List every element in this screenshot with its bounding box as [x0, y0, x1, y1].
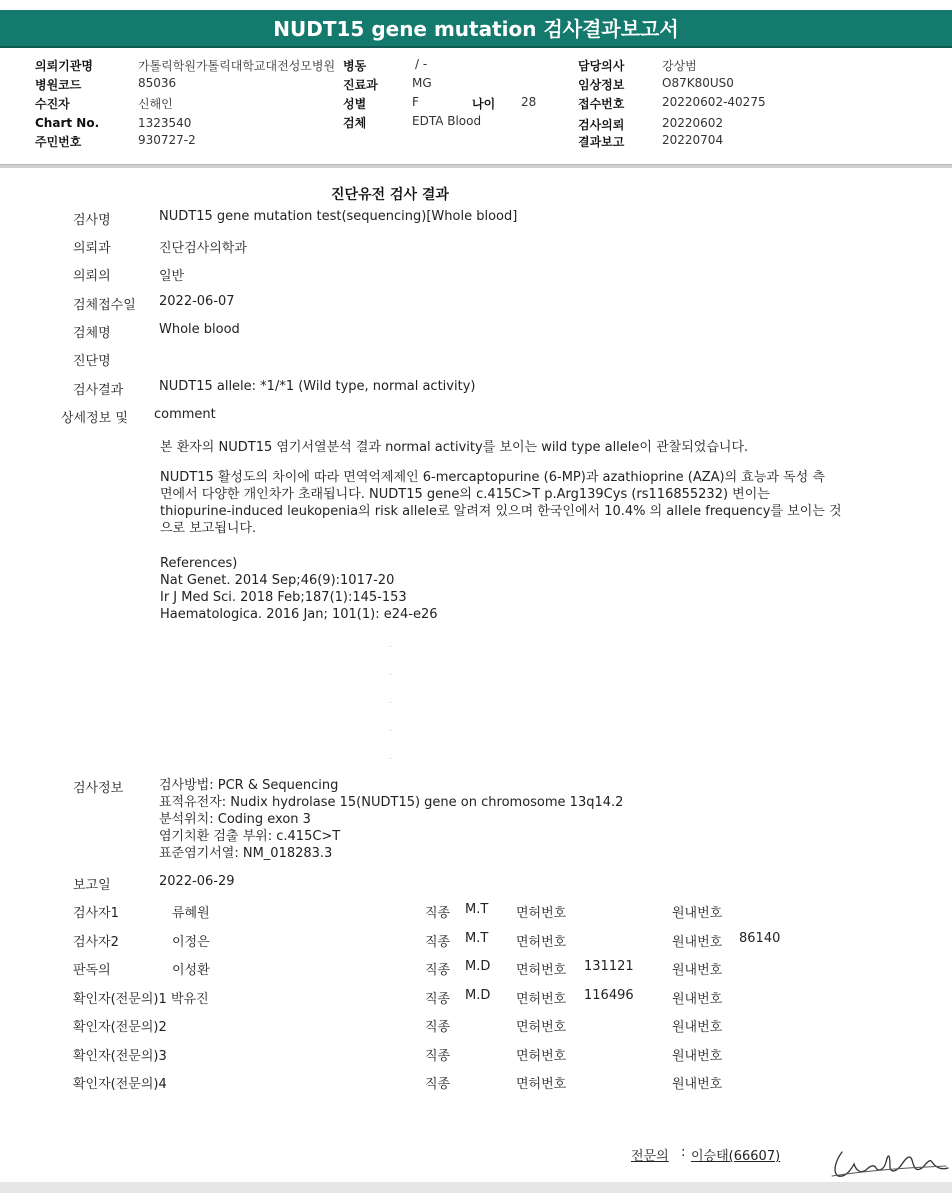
report-date-value: 2022-06-29 — [159, 874, 235, 889]
staff-job-label: 직종 — [425, 906, 451, 921]
staff-job: M.T — [465, 931, 489, 946]
sex-value: F — [412, 95, 419, 109]
staff-job-label: 직종 — [425, 992, 451, 1007]
method-line2: 표적유전자: Nudix hydrolase 15(NUDT15) gene on chromosome 13q14.2 — [159, 795, 624, 810]
diagnosis-label: 진단명 — [73, 354, 111, 369]
staff-license-label: 면허번호 — [516, 992, 567, 1007]
clinical-info-label: 임상정보 — [578, 78, 625, 92]
staff-role: 확인자(전문의)2 — [73, 1020, 167, 1035]
test-name-value: NUDT15 gene mutation test(sequencing)[Whole blood] — [159, 209, 518, 224]
staff-name: 박유진 — [171, 992, 209, 1007]
staff-job: M.D — [465, 988, 491, 1003]
result-date-value: 20220704 — [662, 133, 724, 147]
staff-role: 확인자(전문의)4 — [73, 1077, 167, 1092]
staff-job-label: 직종 — [425, 1077, 451, 1092]
clinical-info-value: O87K80US0 — [662, 76, 734, 90]
department-label: 진료과 — [343, 78, 378, 92]
method-line4: 염기치환 검출 부위: c.415C>T — [159, 829, 341, 844]
staff-no-label: 원내번호 — [672, 906, 723, 921]
hospital-code-value: 85036 — [138, 76, 177, 90]
staff-no-label: 원내번호 — [672, 1049, 723, 1064]
specialist-label: 전문의 — [631, 1149, 669, 1164]
header-divider — [0, 164, 952, 168]
age-label: 나이 — [472, 97, 496, 111]
reference-2: Ir J Med Sci. 2018 Feb;187(1):145-153 — [160, 590, 407, 605]
staff-no: 86140 — [739, 931, 781, 946]
result-label: 검사결과 — [73, 383, 124, 398]
blank-dot — [390, 758, 391, 759]
staff-license: 116496 — [584, 988, 634, 1003]
comment-p2-line3: thiopurine-induced leukopenia의 risk allele로 알려져 있으며 한국인에서 10.4% 의 allele frequency를 보이는 것 — [160, 504, 842, 519]
detail-label: 상세정보 및 — [61, 411, 128, 426]
req-doctor-value: 일반 — [159, 269, 185, 284]
references — [160, 555, 438, 623]
comment-p2-line2: 면에서 다양한 개인차가 초래됩니다. NUDT15 gene의 c.415C>T p.Arg139Cys (rs116855232) 변이는 — [160, 487, 770, 502]
handwritten-signature — [828, 1138, 950, 1182]
references-title: References) — [160, 556, 238, 571]
request-date-label: 검사의뢰 — [578, 118, 625, 132]
result-date-label: 결과보고 — [578, 135, 625, 149]
ward-label: 병동 — [343, 59, 367, 73]
staff-no-label: 원내번호 — [672, 1077, 723, 1092]
staff-license-label: 면허번호 — [516, 963, 567, 978]
detail-label-comment: comment — [154, 407, 216, 422]
staff-license-label: 면허번호 — [516, 906, 567, 921]
staff-job-label: 직종 — [425, 1020, 451, 1035]
resident-no-label: 주민번호 — [35, 135, 82, 149]
comment-paragraph — [160, 469, 842, 537]
test-name-label: 검사명 — [73, 213, 111, 228]
chart-no-value: 1323540 — [138, 116, 192, 130]
institution-value: 가톨릭학원가톨릭대학교대전성모병원 — [138, 59, 336, 73]
method-line5: 표준염기서열: NM_018283.3 — [159, 846, 333, 861]
staff-name: 류혜원 — [172, 906, 210, 921]
resident-no-value: 930727-2 — [138, 133, 196, 147]
request-date-value: 20220602 — [662, 116, 724, 130]
recv-date-label: 검체접수일 — [73, 298, 136, 313]
staff-job: M.T — [465, 902, 489, 917]
recv-date-value: 2022-06-07 — [159, 294, 235, 309]
staff-license-label: 면허번호 — [516, 1077, 567, 1092]
staff-license-label: 면허번호 — [516, 1049, 567, 1064]
staff-job-label: 직종 — [425, 1049, 451, 1064]
specimen-name-label: 검체명 — [73, 326, 111, 341]
comment-p2-line1: NUDT15 활성도의 차이에 따라 면역억제제인 6-mercaptopurine (6-MP)과 azathioprine (AZA)의 효능과 독성 측 — [160, 470, 825, 485]
blank-dot — [390, 646, 391, 647]
method-line3: 분석위치: Coding exon 3 — [159, 812, 311, 827]
blank-dot — [390, 702, 391, 703]
specimen-name-value: Whole blood — [159, 322, 240, 337]
report-date-label: 보고일 — [73, 878, 111, 893]
method-line1: 검사방법: PCR & Sequencing — [159, 778, 339, 793]
staff-role: 검사자1 — [73, 906, 119, 921]
specialist-separator: : — [681, 1145, 686, 1160]
staff-no-label: 원내번호 — [672, 992, 723, 1007]
staff-role: 판독의 — [73, 963, 111, 978]
specimen-label: 검체 — [343, 116, 367, 130]
blank-dot — [390, 674, 391, 675]
staff-no-label: 원내번호 — [672, 935, 723, 950]
blank-dot — [390, 730, 391, 731]
receipt-no-value: 20220602-40275 — [662, 95, 766, 109]
comment-p2-line4: 으로 보고됩니다. — [160, 521, 257, 536]
staff-job: M.D — [465, 959, 491, 974]
doctor-label: 담당의사 — [578, 59, 625, 73]
staff-no-label: 원내번호 — [672, 963, 723, 978]
ward-value: / - — [415, 57, 428, 71]
patient-label: 수진자 — [35, 97, 70, 111]
req-dept-value: 진단검사의학과 — [159, 241, 247, 256]
institution-label: 의뢰기관명 — [35, 59, 93, 73]
staff-license: 131121 — [584, 959, 634, 974]
staff-role: 검사자2 — [73, 935, 119, 950]
patient-value: 신해인 — [138, 97, 173, 111]
method-block — [159, 777, 623, 862]
staff-role: 확인자(전문의)1 — [73, 992, 167, 1007]
section-title: 진단유전 검사 결과 — [331, 187, 449, 203]
req-doctor-label: 의뢰의 — [73, 269, 111, 284]
chart-no-label: Chart No. — [35, 116, 100, 130]
staff-job-label: 직종 — [425, 963, 451, 978]
doctor-value: 강상범 — [662, 59, 697, 73]
result-value: NUDT15 allele: *1/*1 (Wild type, normal activity) — [159, 379, 476, 394]
staff-job-label: 직종 — [425, 935, 451, 950]
receipt-no-label: 접수번호 — [578, 97, 625, 111]
reference-1: Nat Genet. 2014 Sep;46(9):1017-20 — [160, 573, 395, 588]
staff-no-label: 원내번호 — [672, 1020, 723, 1035]
report-title: NUDT15 gene mutation 검사결과보고서 — [0, 10, 952, 48]
age-value: 28 — [521, 95, 537, 109]
staff-name: 이성환 — [172, 963, 210, 978]
comment-line1: 본 환자의 NUDT15 염기서열분석 결과 normal activity를 보이는 wild type allele이 관찰되었습니다. — [160, 440, 749, 455]
reference-3: Haematologica. 2016 Jan; 101(1): e24-e26 — [160, 607, 438, 622]
staff-name: 이정은 — [172, 935, 210, 950]
hospital-code-label: 병원코드 — [35, 78, 82, 92]
specimen-value: EDTA Blood — [412, 114, 482, 128]
specialist-name: 이승태(66607) — [691, 1149, 781, 1164]
req-dept-label: 의뢰과 — [73, 241, 111, 256]
sex-label: 성별 — [343, 97, 367, 111]
method-label: 검사정보 — [73, 781, 124, 796]
department-value: MG — [412, 76, 432, 90]
staff-license-label: 면허번호 — [516, 1020, 567, 1035]
page-bottom-band — [0, 1182, 952, 1193]
staff-license-label: 면허번호 — [516, 935, 567, 950]
staff-role: 확인자(전문의)3 — [73, 1049, 167, 1064]
